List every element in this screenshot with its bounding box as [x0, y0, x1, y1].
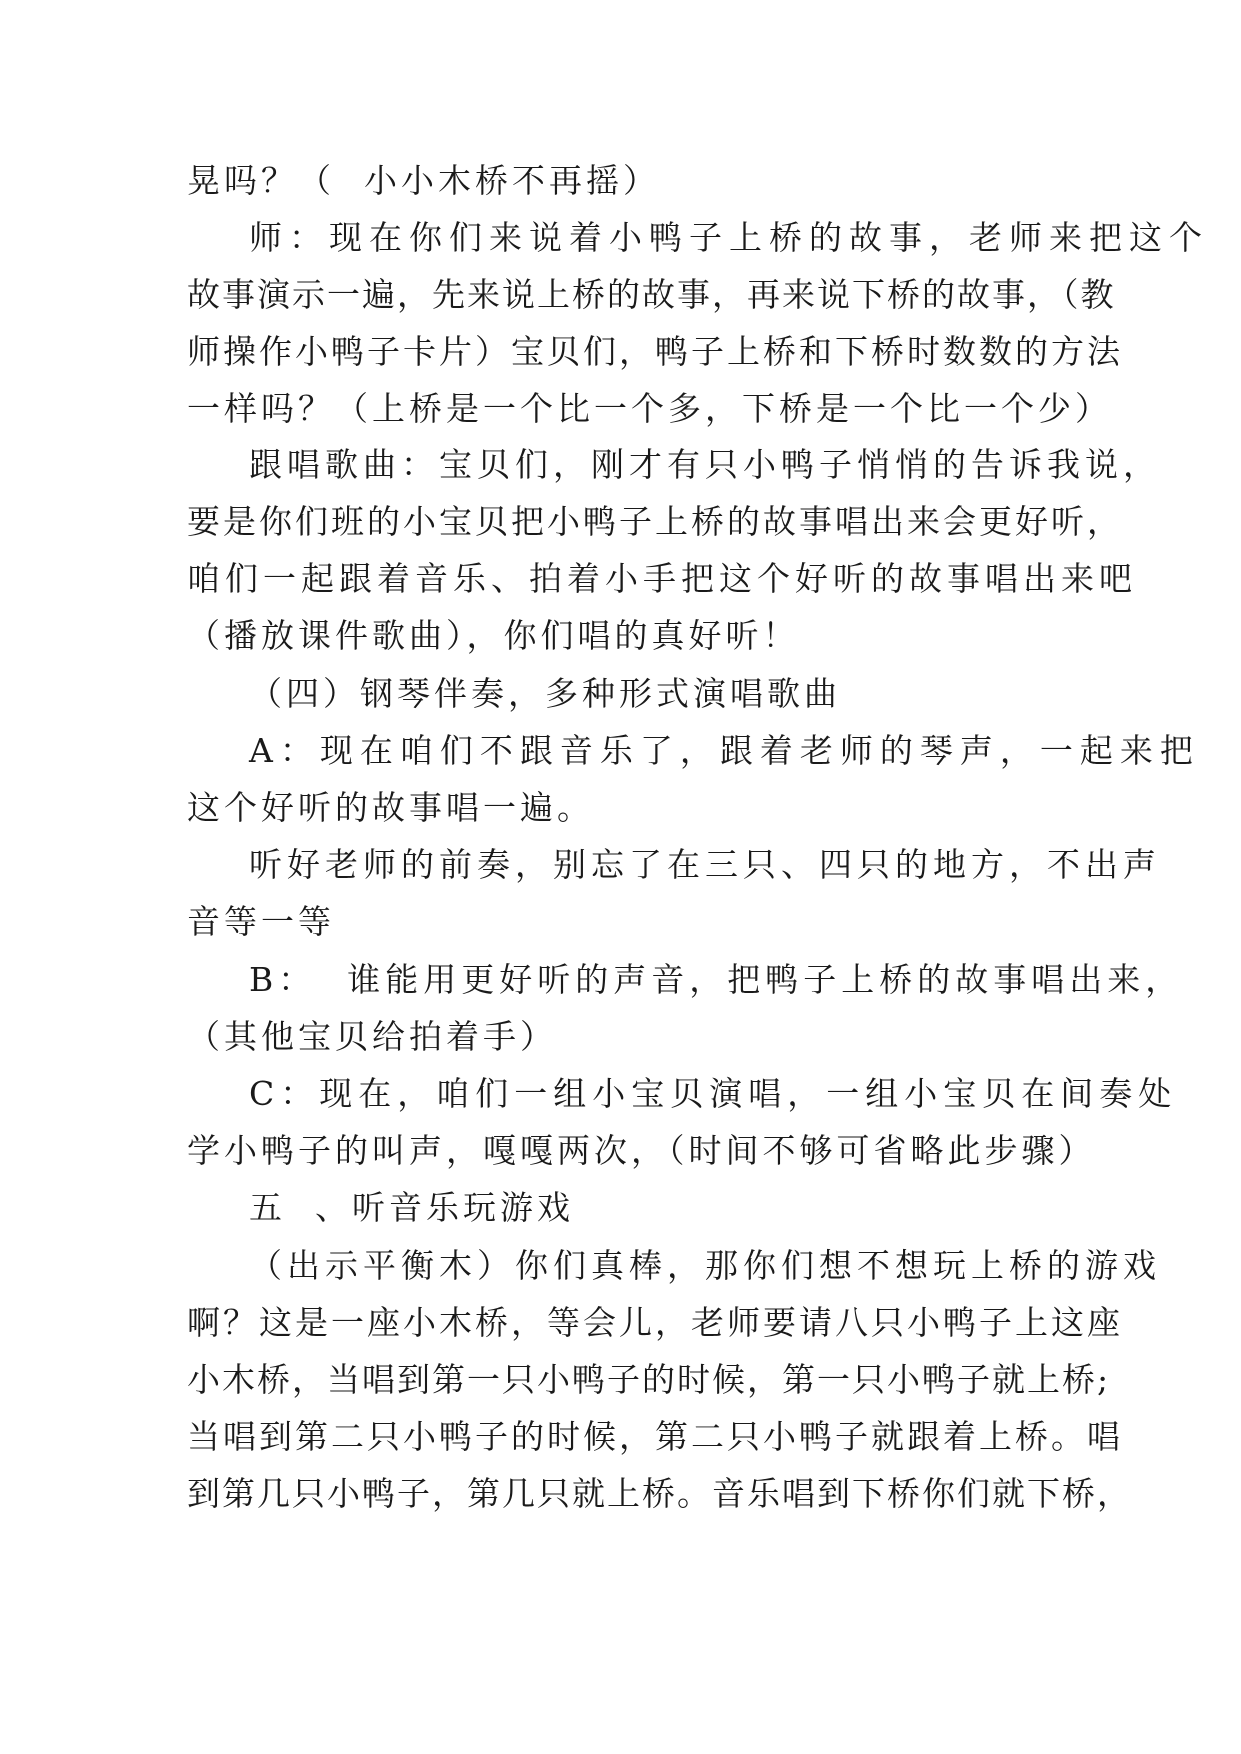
text-line: 听好老师的前奏，别忘了在三只、四只的地方，不出声 — [249, 845, 1161, 884]
section-heading: （四）钢琴伴奏，多种形式演唱歌曲 — [249, 674, 841, 713]
text-line: 到第几只小鸭子，第几只就上桥。音乐唱到下桥你们就下桥， — [187, 1474, 1132, 1513]
text-line: 小木桥，当唱到第一只小鸭子的时候，第一只小鸭子就上桥; — [187, 1360, 1111, 1399]
text-line: B： 谁能用更好听的声音，把鸭子上桥的故事唱出来， — [249, 960, 1184, 999]
text-line: 啊？这是一座小木桥，等会儿，老师要请八只小鸭子上这座 — [187, 1303, 1123, 1342]
text-line: （其他宝贝给拍着手） — [187, 1017, 557, 1056]
text-line: （出示平衡木）你们真棒，那你们想不想玩上桥的游戏 — [249, 1246, 1161, 1285]
text-line: 一样吗？（上桥是一个比一个多，下桥是一个比一个少） — [187, 389, 1112, 428]
text-line: 晃吗？（ 小小木桥不再摇） — [187, 161, 660, 200]
text-line: 这个好听的故事唱一遍。 — [187, 788, 594, 827]
text-line: A：现在咱们不跟音乐了，跟着老师的琴声，一起来把 — [249, 731, 1200, 770]
text-line: 师操作小鸭子卡片）宝贝们，鸭子上桥和下桥时数数的方法 — [187, 332, 1123, 371]
text-line: 当唱到第二只小鸭子的时候，第二只小鸭子就跟着上桥。唱 — [187, 1417, 1123, 1456]
text-line: 咱们一起跟着音乐、拍着小手把这个好听的故事唱出来吧 — [187, 559, 1137, 598]
text-line: 师：现在你们来说着小鸭子上桥的故事，老师来把这个 — [249, 218, 1209, 257]
text-line: C：现在，咱们一组小宝贝演唱，一组小宝贝在间奏处 — [249, 1074, 1178, 1113]
text-line: 音等一等 — [187, 902, 335, 941]
section-heading: 五 、听音乐玩游戏 — [249, 1188, 574, 1227]
text-line: 故事演示一遍，先来说上桥的故事，再来说下桥的故事，（教 — [187, 275, 1116, 314]
text-line: 跟唱歌曲：宝贝们，刚才有只小鸭子悄悄的告诉我说， — [249, 445, 1161, 484]
text-line: 学小鸭子的叫声，嘎嘎两次，（时间不够可省略此步骤） — [187, 1131, 1096, 1170]
text-line: （播放课件歌曲），你们唱的真好听！ — [187, 616, 800, 655]
text-line: 要是你们班的小宝贝把小鸭子上桥的故事唱出来会更好听， — [187, 502, 1123, 541]
